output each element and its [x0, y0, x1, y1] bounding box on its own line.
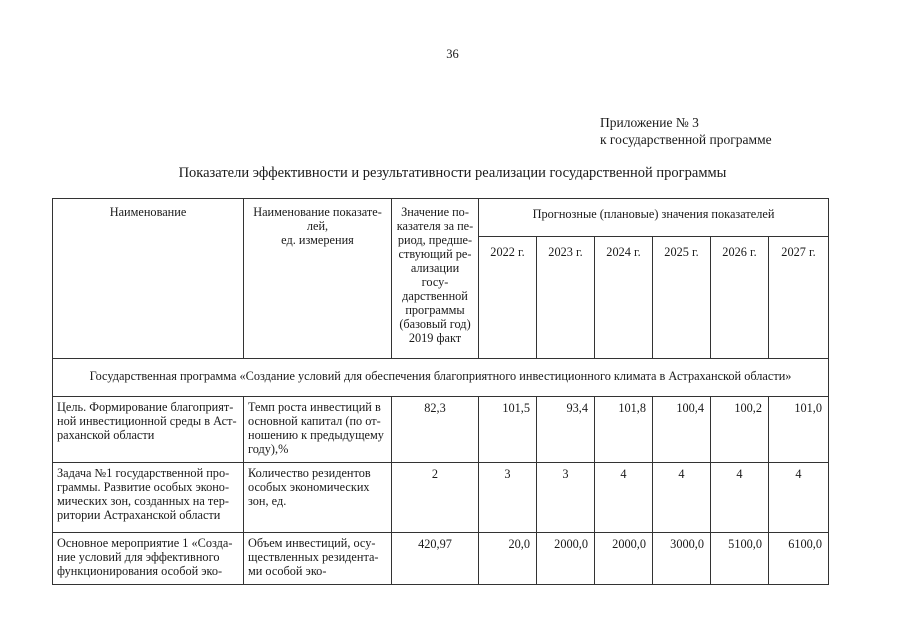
- row-name: Задача №1 государственной про- граммы. Развитие особых эконо- мических зон, созданных на тер- ритории Астраханской области: [53, 463, 244, 533]
- row-value-2025: 100,4: [653, 397, 711, 463]
- row-indicator: Объем инвестиций, осу- ществленных резидента- ми особой эко-: [244, 533, 392, 585]
- row-value-2025: 3000,0: [653, 533, 711, 585]
- row-value-2026: 5100,0: [711, 533, 769, 585]
- header-forecast: Прогнозные (плановые) значения показателей: [479, 199, 829, 237]
- row-value-2026: 100,2: [711, 397, 769, 463]
- row-value-2024: 4: [595, 463, 653, 533]
- appendix-note: [600, 114, 772, 148]
- appendix-line-1: Приложение № 3: [600, 115, 699, 130]
- header-name: Наименование: [53, 199, 244, 359]
- table-row: [53, 533, 829, 585]
- row-value-2022: 3: [479, 463, 537, 533]
- row-value-2023: 93,4: [537, 397, 595, 463]
- header-indicator: Наименование показате- лей, ед. измерения: [244, 199, 392, 359]
- program-row: Государственная программа «Создание условий для обеспечения благоприятного инвестиционного климата в Астраханской области»: [53, 359, 829, 397]
- page-number: 36: [446, 47, 459, 61]
- row-indicator: Темп роста инвестиций в основной капитал (по от- ношению к предыдущему году),%: [244, 397, 392, 463]
- header-year-2025: 2025 г.: [653, 237, 711, 359]
- row-indicator: Количество резидентов особых экономических зон, ед.: [244, 463, 392, 533]
- row-value-2023: 3: [537, 463, 595, 533]
- document-title: Показатели эффективности и результативности реализации государственной программы: [178, 165, 727, 181]
- header-base-value: Значение по- казателя за пе- риод, предше- ствующий ре- ализации госу- дарственной программы (базовый год) 2019 факт: [392, 199, 479, 359]
- table-row: [53, 397, 829, 463]
- row-value-2024: 101,8: [595, 397, 653, 463]
- row-value-2023: 2000,0: [537, 533, 595, 585]
- header-year-2027: 2027 г.: [769, 237, 829, 359]
- header-year-2022: 2022 г.: [479, 237, 537, 359]
- row-base-value: 82,3: [392, 397, 479, 463]
- row-value-2026: 4: [711, 463, 769, 533]
- row-value-2022: 20,0: [479, 533, 537, 585]
- appendix-line-2: к государственной программе: [600, 132, 772, 147]
- row-value-2022: 101,5: [479, 397, 537, 463]
- row-name: Основное мероприятие 1 «Созда- ние условий для эффективного функционирования особой эко-: [53, 533, 244, 585]
- header-year-2026: 2026 г.: [711, 237, 769, 359]
- row-value-2025: 4: [653, 463, 711, 533]
- row-value-2027: 6100,0: [769, 533, 829, 585]
- row-value-2027: 101,0: [769, 397, 829, 463]
- indicators-table: [52, 198, 829, 585]
- row-value-2027: 4: [769, 463, 829, 533]
- row-base-value: 420,97: [392, 533, 479, 585]
- header-year-2023: 2023 г.: [537, 237, 595, 359]
- row-value-2024: 2000,0: [595, 533, 653, 585]
- header-year-2024: 2024 г.: [595, 237, 653, 359]
- row-name: Цель. Формирование благоприят- ной инвестиционной среды в Аст- раханской области: [53, 397, 244, 463]
- table-row: [53, 463, 829, 533]
- row-base-value: 2: [392, 463, 479, 533]
